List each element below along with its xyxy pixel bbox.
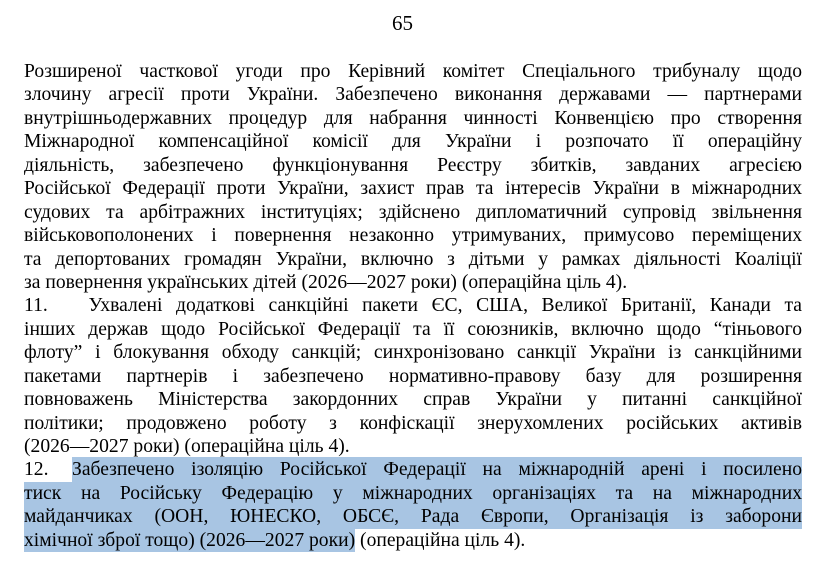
text-line: Міжнародної компенсаційної комісії для України і розпочато її операційну: [24, 131, 802, 153]
text-line-item-12-first[interactable]: [24, 458, 802, 481]
text-line: пакетами партнерів і забезпечено нормативно-правову базу для розширення: [24, 365, 802, 387]
text-line: Російської Федерації проти України, захист прав та інтересів України в міжнародних: [24, 178, 802, 200]
item-number: 12.: [24, 459, 49, 481]
text-line: інших держав щодо Російської Федерації та її союзників, включно щодо “тіньового: [24, 318, 802, 340]
paragraph-item-12[interactable]: [24, 458, 802, 552]
text-line: та депортованих громадян України, включно з дітьми у рамках діяльності Коаліції: [24, 248, 802, 270]
text-line: військовополонених і повернення незаконно утримуваних, примусово переміщених: [24, 225, 802, 247]
unselected-text: (операційна ціль 4).: [355, 529, 526, 551]
text-line: діяльність, забезпечено функціонування Реєстру збитків, завданих агресією: [24, 154, 802, 176]
text-line: політики; продовжено роботу з конфіскації знерухомлених російських активів: [24, 412, 802, 434]
text-line: за повернення українських дітей (2026—2027 роки) (операційна ціль 4).: [24, 271, 628, 293]
paragraph-item-11: [24, 294, 802, 458]
selected-text-line[interactable]: майданчиках (ООН, ЮНЕСКО, ОБСЄ, Рада Європи, Організація із заборони: [24, 506, 802, 528]
text-line: 11. Ухвалені додаткові санкційні пакети ЄС, США, Великої Британії, Канади та: [24, 295, 802, 317]
text-line: (2026—2027 роки) (операційна ціль 4).: [24, 436, 350, 457]
text-line-item-12-last[interactable]: [24, 529, 802, 552]
text-line: внутрішньодержавних процедур для набрання чинності Конвенцією про створення: [24, 107, 802, 129]
selected-text[interactable]: Забезпечено ізоляцію Російської Федерації на міжнародній арені і посилено: [72, 457, 802, 482]
text-line: Розширеної часткової угоди про Керівний комітет Спеціального трибуналу щодо: [24, 61, 802, 82]
text-line: судових та арбітражних інституціях; здійснено дипломатичний супровід звільнення: [24, 201, 802, 223]
selected-text[interactable]: хімічної зброї тощо) (2026—2027 роки): [24, 529, 356, 551]
text-line: злочину агресії проти України. Забезпечено виконання державами — партнерами: [24, 84, 802, 106]
page-number: 65: [392, 11, 413, 35]
text-line: повноважень Міністерства закордонних справ України у питанні санкційної: [24, 389, 802, 411]
text-line: флоту” і блокування обходу санкцій; синхронізовано санкції України із санкційними: [24, 342, 802, 364]
paragraph-continuation: [24, 60, 802, 294]
document-body: [24, 60, 802, 552]
selected-text-line[interactable]: тиск на Російську Федерацію у міжнародних організаціях та на міжнародних: [24, 482, 802, 504]
